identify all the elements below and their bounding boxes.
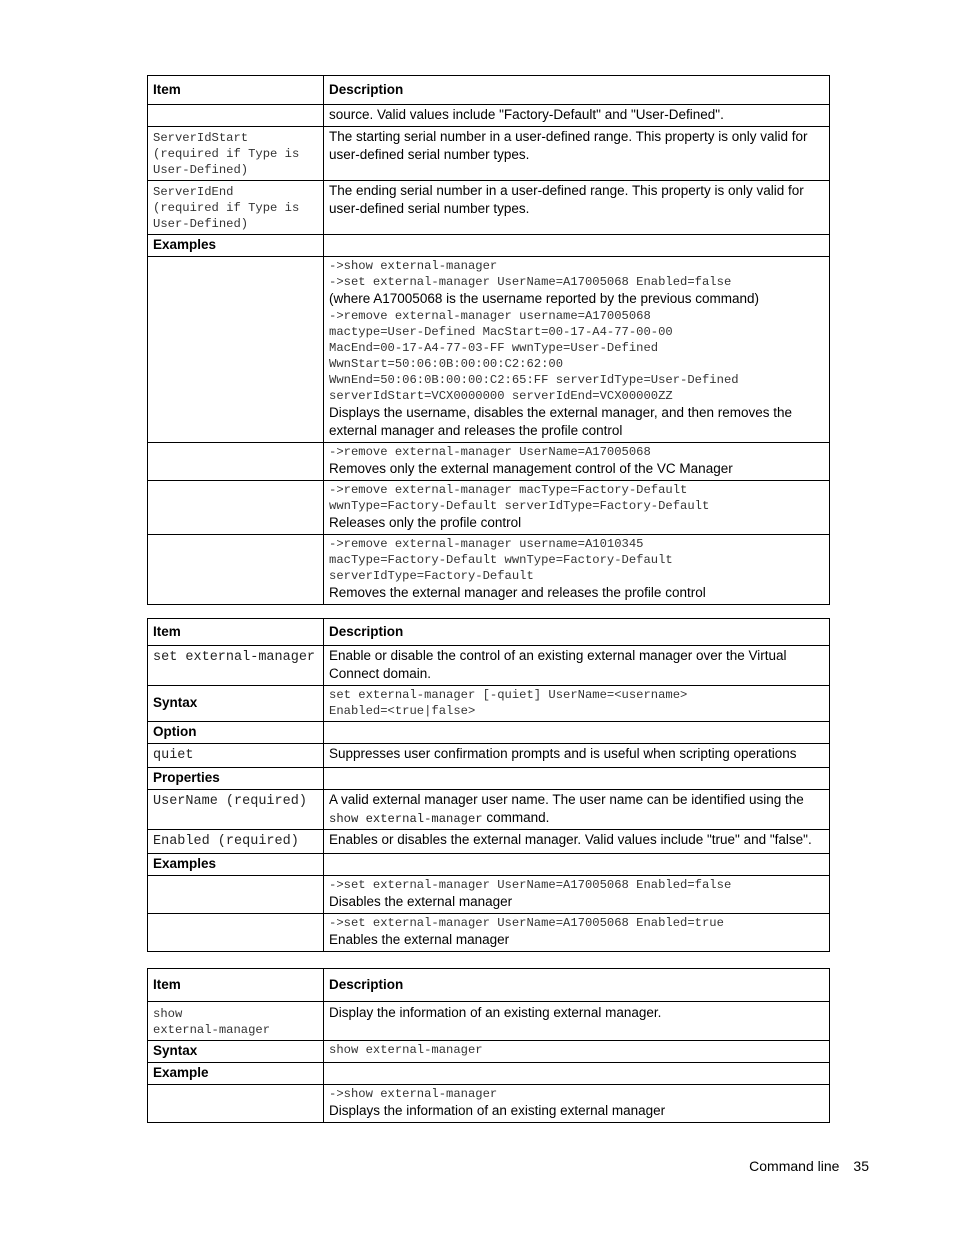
- example-2: ->set external-manager UserName=A17005068 Enabled=true Enables the external manager: [324, 914, 830, 952]
- empty-cell: [148, 876, 324, 914]
- syntax-label: Syntax: [148, 1041, 324, 1063]
- empty-cell: [324, 1063, 830, 1085]
- empty-cell: [148, 535, 324, 605]
- examples-label: Examples: [148, 235, 324, 257]
- examples-label: Examples: [148, 854, 324, 876]
- empty-cell: [148, 914, 324, 952]
- command-description: Enable or disable the control of an existing external manager over the Virtual Connect domain.: [324, 646, 830, 686]
- example-2: ->remove external-manager UserName=A17005068 Removes only the external management control of the VC Manager: [324, 443, 830, 481]
- option-quiet: quiet: [148, 744, 324, 768]
- option-label: Option: [148, 722, 324, 744]
- property-username-description: A valid external manager user name. The user name can be identified using the show external-manager command.: [324, 790, 830, 830]
- server-id-end-description: The ending serial number in a user-defined range. This property is only valid for user-defined serial number types.: [324, 181, 830, 235]
- empty-cell: [148, 105, 324, 127]
- header-description: Description: [324, 76, 830, 105]
- header-description: Description: [324, 969, 830, 1002]
- show-external-manager-table: [147, 968, 830, 1123]
- header-item: Item: [148, 76, 324, 105]
- server-id-start-description: The starting serial number in a user-defined range. This property is only valid for user-defined serial number types.: [324, 127, 830, 181]
- page-number: 35: [853, 1158, 869, 1174]
- empty-cell: [148, 443, 324, 481]
- property-enabled-description: Enables or disables the external manager. Valid values include "true" and "false".: [324, 830, 830, 854]
- option-quiet-description: Suppresses user confirmation prompts and is useful when scripting operations: [324, 744, 830, 768]
- example-1: ->show external-manager Displays the information of an existing external manager: [324, 1085, 830, 1123]
- example-1: ->show external-manager ->set external-manager UserName=A17005068 Enabled=false (where A17005068 is the username reported by the previous command) ->remove external-manager username=A17005068 mactype=User-Defined MacStart=00-17-A4-77-00-00 MacEnd=00-17-A4-77-03-FF wwnType=User-Defined WwnStart=50:06:0B:00:00:C2:62:00 WwnEnd=50:06:0B:00:00:C2:65:FF serverIdType=User-Defined serverIdStart=VCX0000000 serverIdEnd=VCX00000ZZ Displays the username, disables the external manager, and then removes the external manager and releases the profile control: [324, 257, 830, 443]
- empty-cell: [148, 481, 324, 535]
- set-external-manager-table: [147, 618, 830, 952]
- property-username: UserName (required): [148, 790, 324, 830]
- empty-cell: [324, 235, 830, 257]
- example-3: ->remove external-manager macType=Factory-Default wwnType=Factory-Default serverIdType=Factory-Default Releases only the profile control: [324, 481, 830, 535]
- syntax-label: Syntax: [148, 686, 324, 722]
- empty-cell: [324, 722, 830, 744]
- properties-label: Properties: [148, 768, 324, 790]
- footer-section-title: Command line: [749, 1158, 840, 1174]
- header-item: Item: [148, 619, 324, 646]
- command-name: set external-manager: [148, 646, 324, 686]
- empty-cell: [324, 854, 830, 876]
- header-item: Item: [148, 969, 324, 1002]
- type-description-continued: source. Valid values include "Factory-Default" and "User-Defined".: [324, 105, 830, 127]
- header-description: Description: [324, 619, 830, 646]
- server-id-start-item: ServerIdStart (required if Type is User-Defined): [148, 127, 324, 181]
- syntax-value: show external-manager: [324, 1041, 830, 1063]
- example-label: Example: [148, 1063, 324, 1085]
- page-footer: [735, 1158, 869, 1174]
- empty-cell: [148, 1085, 324, 1123]
- empty-cell: [324, 768, 830, 790]
- command-description: Display the information of an existing external manager.: [324, 1002, 830, 1041]
- example-1: ->set external-manager UserName=A17005068 Enabled=false Disables the external manager: [324, 876, 830, 914]
- example-4: ->remove external-manager username=A1010345 macType=Factory-Default wwnType=Factory-Default serverIdType=Factory-Default Removes the external manager and releases the profile control: [324, 535, 830, 605]
- property-enabled: Enabled (required): [148, 830, 324, 854]
- server-id-end-item: ServerIdEnd (required if Type is User-Defined): [148, 181, 324, 235]
- empty-cell: [148, 257, 324, 443]
- properties-table-continued: [147, 75, 830, 605]
- command-name: show external-manager: [148, 1002, 324, 1041]
- syntax-value: set external-manager [-quiet] UserName=<username> Enabled=<true|false>: [324, 686, 830, 722]
